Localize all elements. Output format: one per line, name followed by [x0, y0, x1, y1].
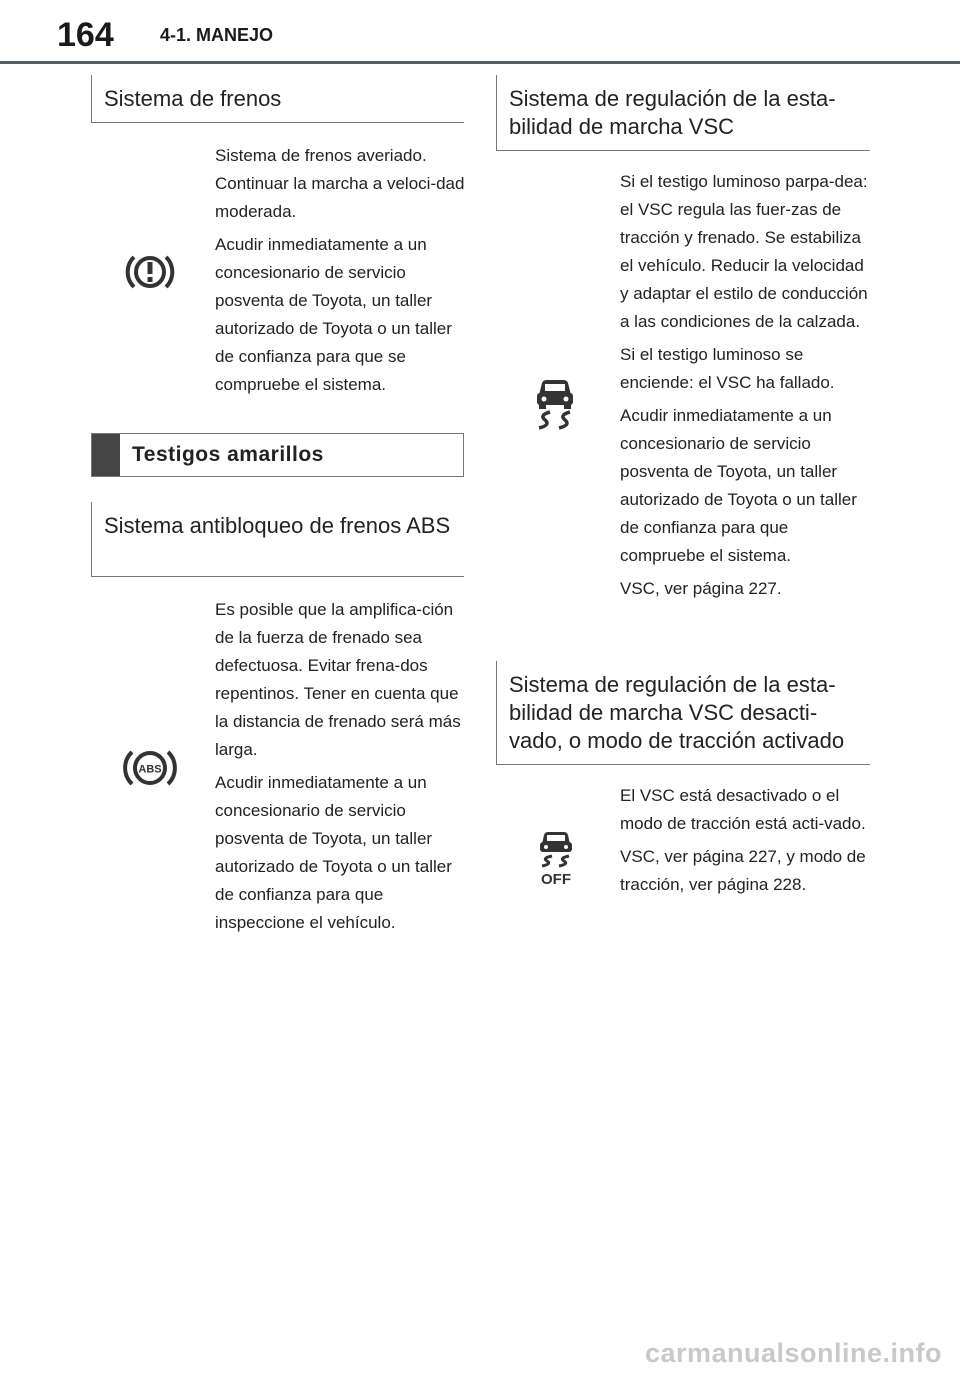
- page-number: 164: [57, 16, 114, 54]
- section-abs-title: [91, 502, 464, 577]
- brake-paragraph-1: Sistema de frenos averiado. Continuar la marcha a veloci-dad moderada.: [215, 146, 465, 221]
- vsc-paragraph-1: Si el testigo luminoso parpa-dea: el VSC regula las fuer-zas de tracción y frenado. Se estabiliza el vehículo. Reducir la velocidad y adaptar el estilo de conducción a las condiciones de la calzada.: [620, 172, 868, 331]
- abs-paragraph-1: Es posible que la amplifica-ción de la fuerza de frenado sea defectuosa. Evitar frena-dos repentinos. Tener en cuenta que la distancia de frenado será más larga.: [215, 600, 461, 759]
- footer-watermark: carmanualsonline.info: [644, 1338, 942, 1368]
- chapter-title: 4-1. MANEJO: [160, 25, 274, 45]
- section-vsc-off-title: [496, 661, 870, 765]
- vsc-off-paragraph-2: VSC, ver página 227, y modo de tracción, ver página 228.: [620, 847, 866, 894]
- section-vsc-title-text: Sistema de regulación de la esta-bilidad de marcha VSC: [509, 86, 836, 139]
- abs-description: [215, 596, 465, 942]
- vsc-off-icon: [536, 828, 576, 888]
- vsc-skid-icon: [533, 375, 577, 431]
- section-vsc-title: [496, 75, 870, 151]
- abs-icon-label: ABS: [138, 763, 162, 776]
- brake-paragraph-2: Acudir inmediatamente a un concesionario de servicio posventa de Toyota, un taller autorizado de Toyota o un taller de confianza para que se compruebe el sistema.: [215, 235, 452, 394]
- vsc-paragraph-2: Si el testigo luminoso se enciende: el VSC ha fallado.: [620, 345, 835, 392]
- section-marker-block: [92, 434, 120, 476]
- section-abs-title-text: Sistema antibloqueo de frenos ABS: [104, 513, 451, 538]
- section-brake-title: [91, 75, 464, 123]
- brake-description: [215, 142, 465, 404]
- vsc-off-description: [620, 782, 870, 904]
- header-rule: [0, 61, 960, 64]
- vsc-off-icon-label: OFF: [541, 871, 571, 888]
- brake-warning-icon: [125, 252, 175, 292]
- section-amber-title: [91, 433, 464, 477]
- section-vsc-off-title-text: Sistema de regulación de la esta-bilidad de marcha VSC desacti-vado, o modo de tracción activado: [509, 672, 845, 753]
- abs-paragraph-2: Acudir inmediatamente a un concesionario de servicio posventa de Toyota, un taller autorizado de Toyota o un taller de confianza para que inspeccione el vehículo.: [215, 773, 452, 932]
- vsc-off-paragraph-1: El VSC está desactivado o el modo de tracción está acti-vado.: [620, 786, 866, 833]
- section-brake-title-text: Sistema de frenos: [104, 86, 282, 111]
- vsc-paragraph-4: VSC, ver página 227.: [620, 579, 782, 598]
- vsc-description: [620, 168, 870, 608]
- abs-icon: [122, 747, 178, 789]
- section-amber-title-text: Testigos amarillos: [132, 443, 324, 466]
- vsc-paragraph-3: Acudir inmediatamente a un concesionario de servicio posventa de Toyota, un taller autorizado de Toyota o un taller de confianza para que compruebe el sistema.: [620, 406, 857, 565]
